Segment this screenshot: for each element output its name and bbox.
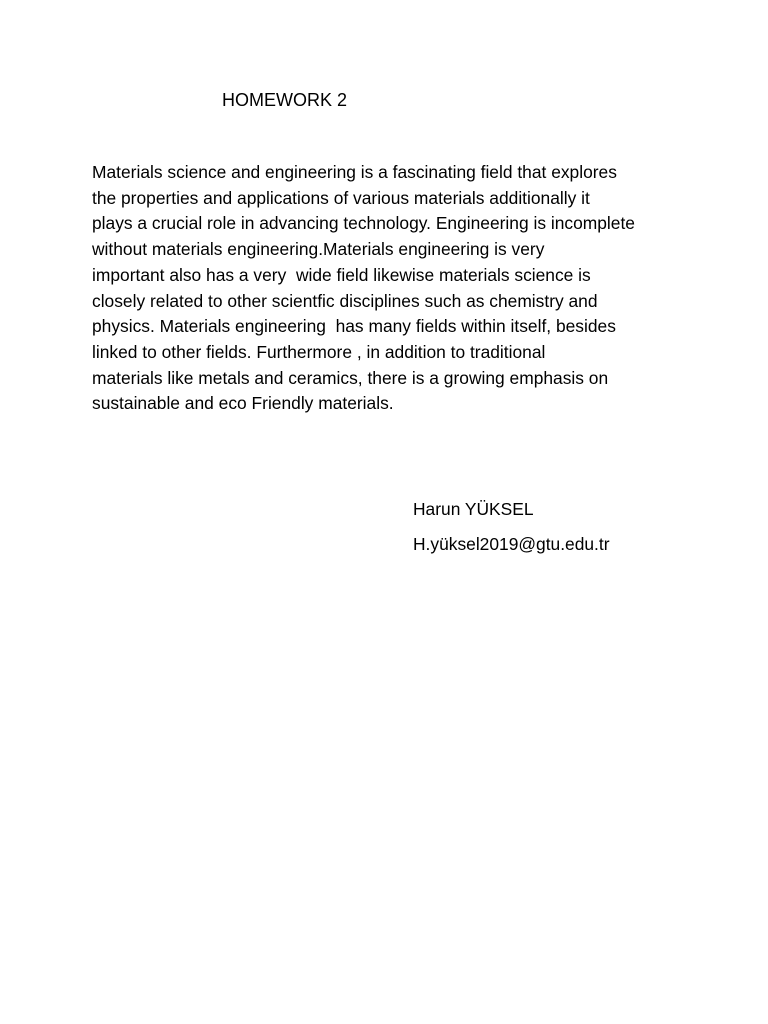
paragraph-line: sustainable and eco Friendly materials.: [92, 393, 394, 414]
paragraph-line: closely related to other scientfic disciplines such as chemistry and: [92, 290, 598, 311]
paragraph-line: without materials engineering.Materials engineering is very: [92, 239, 545, 260]
author-email: H.yüksel2019@gtu.edu.tr: [413, 534, 610, 554]
paragraph-line: linked to other fields. Furthermore , in addition to traditional: [92, 341, 546, 362]
author-signature-block: [413, 497, 610, 556]
body-paragraph: [92, 160, 692, 417]
paragraph-line: physics. Materials engineering has many fields within itself, besides: [92, 316, 616, 337]
paragraph-line: important also has a very wide field likewise materials science is: [92, 264, 591, 285]
document-title: HOMEWORK 2: [222, 90, 348, 110]
paragraph-line: materials like metals and ceramics, there is a growing emphasis on: [92, 367, 609, 388]
paragraph-line: the properties and applications of various materials additionally it: [92, 187, 590, 208]
paragraph-line: Materials science and engineering is a fascinating field that explores: [92, 162, 617, 182]
paragraph-line: plays a crucial role in advancing technology. Engineering is incomplete: [92, 213, 635, 234]
author-name: Harun YÜKSEL: [413, 499, 534, 519]
